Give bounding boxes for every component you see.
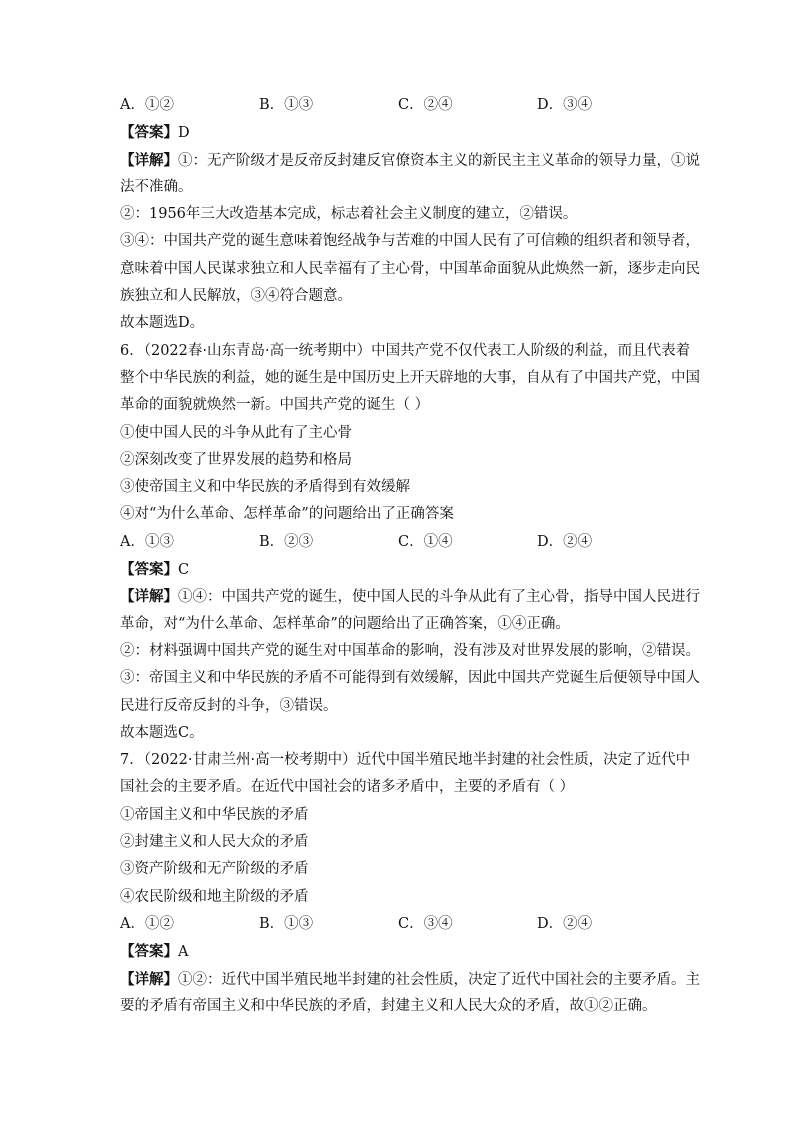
q6-option-c: C．①④ — [398, 533, 453, 550]
q6-stem-line: 整个中华民族的利益，她的诞生是中国历史上开天辟地的大事，自从有了中国共产党，中国 — [120, 369, 700, 386]
q5-option-c: C．②④ — [398, 97, 453, 113]
q5-explain-line: ②：1956年三大改造基本完成，标志着社会主义制度的建立，②错误。 — [120, 206, 578, 223]
q5-explain-line: 意味着中国人民谋求独立和人民幸福有了主心骨，中国革命面貌从此焕然一新，逐步走向民 — [120, 260, 700, 277]
q7-item: ③资产阶级和无产阶级的矛盾 — [120, 861, 309, 878]
q6-item: ④对“为什么革命、怎样革命”的问题给出了正确答案 — [120, 506, 454, 523]
q6-item: ③使帝国主义和中华民族的矛盾得到有效缓解 — [120, 479, 410, 496]
q5-option-b: B．①③ — [259, 97, 314, 113]
q6-option-d: D．②④ — [537, 533, 593, 550]
q7-stem-line: 7．（2022·甘肃兰州·高一校考期中）近代中国半殖民地半封建的社会性质，决定了近代中 — [120, 752, 691, 769]
q7-item: ①帝国主义和中华民族的矛盾 — [120, 806, 309, 823]
q6-option-b: B．②③ — [259, 533, 314, 550]
answer-value: D — [178, 125, 190, 142]
answer-label: 【答案】 — [120, 124, 178, 142]
q6-options — [120, 529, 680, 556]
q5-explain-line: 族独立和人民解放，③④符合题意。 — [120, 288, 352, 305]
q6-item: ②深刻改变了世界发展的趋势和格局 — [120, 451, 352, 468]
q5-explain-line: 法不准确。 — [120, 178, 193, 195]
q5-conclusion: 故本题选D。 — [120, 315, 205, 332]
q5-answer — [120, 119, 680, 146]
q6-stem-line: 革命的面貌就焕然一新。中国共产党的诞生（ ） — [120, 397, 430, 414]
answer-label: 【答案】 — [120, 943, 178, 961]
q7-explain-line: 要的矛盾有帝国主义和中华民族的矛盾，封建主义和人民大众的矛盾，故①②正确。 — [120, 997, 657, 1014]
q7-stem-line: 国社会的主要矛盾。在近代中国社会的诸多矛盾中，主要的矛盾有（ ） — [120, 779, 575, 796]
q7-options — [120, 911, 680, 938]
explain-label: 【详解】 — [120, 151, 178, 169]
answer-value: A — [178, 944, 189, 961]
answer-value: C — [178, 562, 190, 579]
q5-explain-line: 【详解】①：无产阶级才是反帝反封建反官僚资本主义的新民主主义革命的领导力量，①说 — [120, 151, 700, 169]
q6-explain-line: 【详解】①④：中国共产党的诞生，使中国人民的斗争从此有了主心骨，指导中国人民进行 — [120, 588, 700, 606]
q5-option-d: D．③④ — [537, 97, 593, 113]
q7-option-b: B．①③ — [259, 915, 314, 932]
q7-option-c: C．③④ — [398, 915, 453, 932]
q5-option-a: A．①② — [120, 97, 174, 113]
q7-option-d: D．②④ — [537, 915, 593, 932]
answer-label: 【答案】 — [120, 561, 178, 579]
q6-explain-line: 革命，对“为什么革命、怎样革命”的问题给出了正确答案，①④正确。 — [120, 615, 570, 632]
q6-item: ①使中国人民的斗争从此有了主心骨 — [120, 424, 352, 441]
explain-label: 【详解】 — [120, 588, 178, 606]
q6-option-a: A．①③ — [120, 533, 174, 550]
q5-options — [120, 92, 680, 119]
q6-answer — [120, 556, 680, 583]
document-page — [120, 92, 700, 1020]
q7-item: ④农民阶级和地主阶级的矛盾 — [120, 888, 309, 905]
q7-explain-line: 【详解】①②：近代中国半殖民地半封建的社会性质，决定了近代中国社会的主要矛盾。主 — [120, 970, 700, 988]
q6-conclusion: 故本题选C。 — [120, 724, 204, 741]
q7-item: ②封建主义和人民大众的矛盾 — [120, 834, 309, 851]
q6-explain-line: 民进行反帝反封的斗争，③错误。 — [120, 697, 338, 714]
q6-explain-line: ②：材料强调中国共产党的诞生对中国革命的影响，没有涉及对世界发展的影响，②错误。 — [120, 642, 700, 659]
q6-stem-line: 6．（2022春·山东青岛·高一统考期中）中国共产党不仅代表工人阶级的利益，而且代表着 — [120, 342, 691, 359]
q5-explain-line: ③④：中国共产党的诞生意味着饱经战争与苦难的中国人民有了可信赖的组织者和领导者， — [120, 233, 700, 250]
explain-label: 【详解】 — [120, 970, 178, 988]
q7-answer — [120, 938, 680, 965]
q7-option-a: A．①② — [120, 915, 174, 932]
q6-explain-line: ③：帝国主义和中华民族的矛盾不可能得到有效缓解，因此中国共产党诞生后便领导中国人 — [120, 670, 700, 687]
